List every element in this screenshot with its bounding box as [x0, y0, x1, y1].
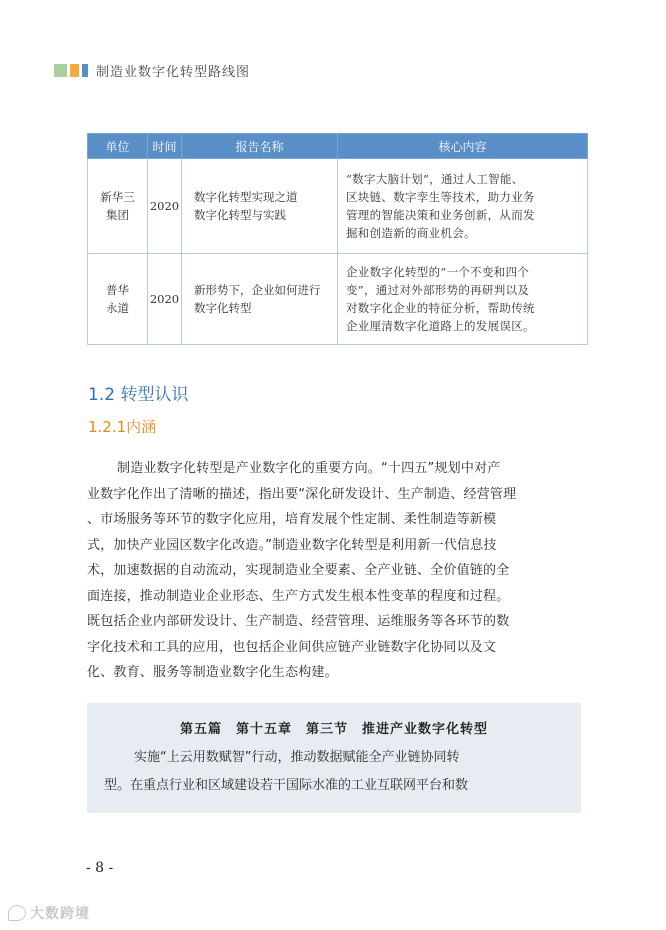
- cell-core-content: “数字大脑计划”，通过人工智能、 区块链、数字孪生等技术，助力业务 管理的智能决策和业务创新，从而发 掘和创造新的商业机会。: [338, 159, 588, 254]
- body-line: 化、教育、服务等制造业数字化生态构建。: [87, 665, 338, 680]
- table-row: [88, 254, 588, 345]
- header-title: 制造业数字化转型路线图: [96, 64, 251, 80]
- quote-line: 实施“上云用数赋智”行动，推动数据赋能全产业链协同转: [134, 750, 460, 765]
- body-line: 术，加速数据的自动流动，实现制造业全要素、全产业链、全价值链的全: [87, 563, 510, 578]
- policy-quote-box: [87, 703, 581, 813]
- header-blue-square: [82, 64, 88, 77]
- cell-year: 2020: [148, 254, 182, 345]
- quote-box-title: 第五篇 第十五章 第三节 推进产业数字化转型: [179, 722, 488, 737]
- report-table: [87, 133, 588, 345]
- table-row: [88, 159, 588, 254]
- column-header-report-name: 报告名称: [182, 134, 338, 159]
- cell-unit: 新华三 集团: [88, 159, 148, 254]
- cell-year: 2020: [148, 159, 182, 254]
- body-line: 制造业数字化转型是产业数字化的重要方向。“十四五”规划中对产: [117, 461, 501, 476]
- body-line: 业数字化作出了清晰的描述，指出要“深化研发设计、生产制造、经营管理: [87, 486, 517, 502]
- body-line: 、市场服务等环节的数字化应用，培育发展个性定制、柔性制造等新模: [87, 512, 497, 527]
- cell-report-name: 数字化转型实现之道 数字化转型与实践: [182, 159, 338, 254]
- cell-core-content: 企业数字化转型的“一个不变和四个 变”，通过对外部形势的再研判以及 对数字化企业的特征分析，帮助传统 企业厘清数字化道路上的发展误区。: [338, 254, 588, 345]
- watermark-text: 大数跨境: [30, 906, 90, 922]
- body-line: 既包括企业内部研发设计、生产制造、经营管理、运维服务等各环节的数: [87, 614, 510, 629]
- header-orange-square: [70, 64, 79, 77]
- quote-line: 型。在重点行业和区域建设若干国际水准的工业互联网平台和数: [104, 778, 469, 793]
- column-header-year: 时间: [148, 134, 182, 159]
- body-line: 式，加快产业园区数字化改造。”制造业数字化转型是利用新一代信息技: [87, 537, 497, 553]
- watermark: [8, 903, 90, 923]
- cell-unit: 普华 永道: [88, 254, 148, 345]
- column-header-core-content: 核心内容: [338, 134, 588, 159]
- cell-report-name: 新形势下，企业如何进行 数字化转型: [182, 254, 338, 345]
- table-header-row: [88, 134, 588, 159]
- header-green-square: [54, 64, 67, 77]
- body-line: 面连接，推动制造业企业形态、生产方式发生根本性变革的程度和过程。: [87, 588, 510, 604]
- watermark-logo-icon: [8, 905, 26, 921]
- column-header-unit: 单位: [88, 134, 148, 159]
- quote-box-text: [104, 744, 574, 800]
- subsection-heading: 1.2.1内涵: [88, 418, 157, 436]
- body-line: 字化技术和工具的应用，也包括企业间供应链产业链数字化协同以及文: [87, 639, 497, 655]
- page-number: - 8 -: [86, 860, 114, 876]
- running-header: [54, 60, 250, 80]
- body-paragraph: [87, 456, 580, 686]
- section-heading: 1.2 转型认识: [88, 385, 189, 405]
